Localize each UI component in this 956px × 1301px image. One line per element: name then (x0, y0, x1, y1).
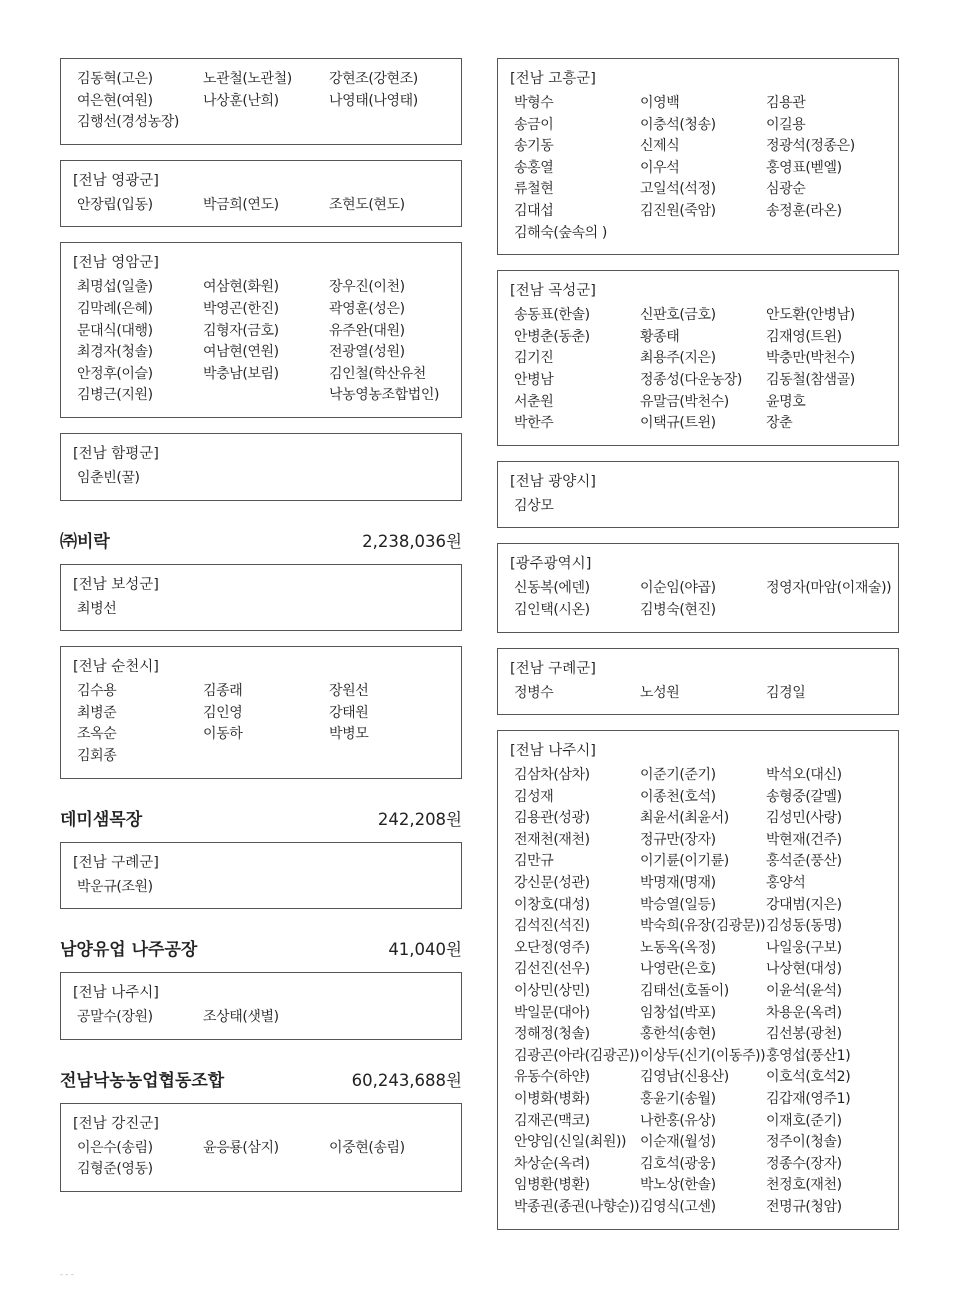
member-name: 김막례(은혜) (77, 300, 153, 317)
member-name: 유말금(박천수) (640, 393, 729, 410)
member-name: 이기륜(이기륜) (640, 853, 729, 870)
company-name: ㈜비락 (60, 531, 110, 552)
member-name: 송정훈(라온) (766, 202, 842, 219)
region-title: [전남 고흥군] (510, 71, 596, 87)
member-name: 김진원(죽암) (640, 202, 716, 219)
region-box (60, 242, 462, 418)
member-name: 심광순 (766, 181, 806, 198)
member-name: 김경일 (766, 684, 806, 701)
member-name: 김수용 (77, 683, 117, 700)
region-box (497, 270, 899, 446)
member-name: 신동복(에덴) (514, 580, 590, 597)
member-name: 김병숙(현진) (640, 601, 716, 618)
name-list (73, 1007, 449, 1029)
member-name: 낙농영농조합법인) (329, 387, 440, 404)
member-name: 김석진(석진) (514, 918, 590, 935)
member-name: 박한주 (514, 415, 554, 432)
member-name: 박충남(보림) (203, 365, 279, 382)
member-name: 이영백 (640, 95, 680, 111)
member-name: 이재호(준기) (766, 1112, 842, 1129)
member-name: 홍영표(벧엘) (766, 159, 842, 176)
member-name: 박노상(한솔) (640, 1177, 716, 1194)
name-list (510, 765, 886, 1218)
company-amount: 2,238,036원 (362, 531, 462, 551)
region-title: [전남 강진군] (73, 1115, 159, 1132)
region-box (60, 1103, 462, 1192)
member-name: 조옥순 (77, 726, 117, 743)
member-name: 이병화(병화) (514, 1091, 590, 1107)
region-title: [전남 영광군] (73, 172, 159, 189)
member-name: 송기동 (514, 138, 554, 155)
member-name: 김인영 (203, 704, 243, 721)
member-name: 안병춘(동춘) (514, 328, 590, 345)
member-name: 박운규(조원) (77, 878, 153, 895)
region-title: [광주광역시] (510, 556, 592, 573)
name-list (510, 578, 892, 621)
region-box (60, 433, 462, 501)
member-name: 김기진 (514, 350, 554, 367)
member-name: 송금이 (514, 116, 554, 133)
member-name: 임창섭(박포) (640, 1004, 716, 1021)
member-name: 공말수(장원) (77, 1009, 153, 1026)
region-title: [전남 영암군] (73, 255, 159, 272)
member-name: 박종권(종권(나향순)) (514, 1198, 640, 1215)
member-name: 김재곤(맥코) (514, 1112, 590, 1129)
member-name: 박현재(건주) (766, 831, 842, 848)
member-name: 이충석(청송) (640, 116, 716, 133)
member-name: 박명재(명재) (640, 875, 716, 892)
region-title: [전남 함평군] (73, 445, 159, 462)
member-name: 이은수(송림) (77, 1139, 153, 1156)
member-name: 여은현(여원) (77, 92, 153, 109)
member-name: 신제식 (640, 138, 680, 155)
member-name: 김인철(학산유천 (329, 365, 426, 382)
member-name: 윤응룡(삼지) (203, 1139, 279, 1156)
region-box (497, 648, 899, 716)
region-title: [전남 광양시] (510, 473, 596, 490)
member-name: 박충만(박천수) (766, 350, 855, 367)
member-name: 박숙희(유장(김광문)) (640, 918, 766, 935)
region-title: [전남 곡성군] (510, 283, 596, 300)
name-list (73, 277, 449, 407)
name-list (73, 468, 449, 490)
company-amount: 41,040원 (388, 940, 462, 960)
member-name: 김병근(지원) (77, 387, 153, 404)
member-name: 정종성(다운농장) (640, 371, 742, 388)
member-name: 김형자(금호) (203, 322, 279, 339)
member-name: 이상민(상민) (514, 983, 590, 1000)
member-name: 안도환(안병남) (766, 307, 855, 324)
member-name: 김영식(고센) (640, 1198, 716, 1215)
member-name: 김용관 (766, 95, 806, 111)
member-name: 김성민(사랑) (766, 810, 842, 827)
member-name: 나일웅(구보) (766, 939, 842, 956)
member-name: 강현조(강현조) (329, 71, 418, 87)
member-name: 조상태(샛별) (203, 1009, 279, 1026)
member-name: 임병환(병환) (514, 1177, 590, 1194)
member-name: 김만규 (514, 853, 554, 870)
member-name: 이종천(호석) (640, 788, 716, 805)
member-name: 김삼차(삼차) (514, 767, 590, 784)
member-name: 노관철(노관철) (203, 71, 292, 87)
member-name: 안장립(입동) (77, 196, 153, 213)
company-name: 데미샘목장 (60, 809, 143, 830)
member-name: 홍양석 (766, 875, 806, 892)
member-name: 여삼현(화원) (203, 279, 279, 296)
member-name: 박일문(대아) (514, 1004, 590, 1021)
company-amount: 242,208원 (377, 809, 462, 829)
member-name: 송형중(갈멜) (766, 788, 842, 805)
name-list (73, 69, 449, 134)
member-name: 이순재(월성) (640, 1134, 716, 1151)
region-box (497, 461, 899, 529)
name-list (73, 1138, 449, 1181)
member-name: 유동수(하얀) (514, 1069, 590, 1086)
member-name: 나상훈(난희) (203, 92, 279, 109)
member-name: 박병모 (329, 726, 369, 743)
member-name: 박석오(대신) (766, 767, 842, 784)
member-name: 정병수 (514, 684, 554, 701)
member-name: 오단정(영주) (514, 939, 590, 956)
name-list (73, 195, 449, 217)
member-name: 김태선(호돌이) (640, 983, 729, 1000)
member-name: 이상두(신기(이동주)) (640, 1047, 766, 1064)
member-name: 신판호(금호) (640, 307, 716, 324)
company-heading (60, 1066, 462, 1091)
region-box (497, 543, 899, 632)
member-name: 나영태(나영태) (329, 92, 418, 109)
member-name: 정해정(청솔) (514, 1026, 590, 1043)
name-list (510, 305, 886, 435)
member-name: 정영자(마암(이재술)) (766, 580, 892, 597)
member-name: 강대범(지은) (766, 896, 842, 913)
page-footer-mark: - - - (60, 1270, 74, 1279)
member-name: 서춘원 (514, 393, 554, 410)
name-list (510, 496, 886, 518)
member-name: 안병남 (514, 371, 554, 388)
member-name: 윤명호 (766, 393, 806, 410)
member-name: 장우진(이천) (329, 279, 405, 296)
member-name: 최경자(청솔) (77, 344, 153, 361)
member-name: 김선봉(광천) (766, 1026, 842, 1043)
member-name: 최명섭(일출) (77, 279, 153, 296)
member-name: 김영남(신용산) (640, 1069, 729, 1086)
name-list (510, 683, 886, 705)
region-box (60, 58, 462, 145)
member-name: 홍한석(송현) (640, 1026, 716, 1043)
member-name: 전광열(성원) (329, 344, 405, 361)
region-title: [전남 나주시] (73, 985, 159, 1002)
member-name: 이길용 (766, 116, 806, 133)
region-box (497, 58, 899, 255)
member-name: 송동표(한솔) (514, 307, 590, 324)
member-name: 유주완(대원) (329, 322, 405, 339)
member-name: 정광석(정종은) (766, 138, 855, 155)
member-name: 김성재 (514, 788, 554, 805)
member-name: 전재천(재천) (514, 831, 590, 848)
member-name: 문대식(대행) (77, 322, 153, 339)
region-title: [전남 보성군] (73, 576, 159, 593)
member-name (203, 385, 329, 407)
member-name: 나한홍(유상) (640, 1112, 716, 1129)
company-name: 남양유업 나주공장 (60, 940, 198, 961)
member-name: 최용주(지은) (640, 350, 716, 367)
member-name: 강신문(성관) (514, 875, 590, 892)
member-name: 김형준(영동) (77, 1161, 153, 1178)
member-name: 천정호(재천) (766, 1177, 842, 1194)
name-list (73, 681, 449, 767)
member-name: 정종수(장자) (766, 1155, 842, 1172)
member-name: 김동철(참샘골) (766, 371, 855, 388)
member-name: 이윤석(윤석) (766, 983, 842, 1000)
member-name: 류철현 (514, 181, 554, 198)
member-name: 김재영(트윈) (766, 328, 842, 345)
region-box (60, 564, 462, 632)
region-box (60, 646, 462, 778)
member-name: 김호석(광웅) (640, 1155, 716, 1172)
region-box (60, 842, 462, 910)
region-title: [전남 구례군] (510, 660, 596, 677)
member-name: 김선진(선우) (514, 961, 590, 978)
member-name: 이중현(송림) (329, 1139, 405, 1156)
member-name: 장원선 (329, 683, 369, 700)
left-column (60, 58, 462, 1207)
member-name: 박영곤(한진) (203, 300, 279, 317)
region-box (60, 972, 462, 1040)
region-title: [전남 나주시] (510, 743, 596, 760)
member-name: 노성원 (640, 684, 680, 701)
member-name: 이우석 (640, 159, 680, 176)
member-name: 이택규(트윈) (640, 415, 716, 432)
member-name: 김성동(동명) (766, 918, 842, 935)
member-name: 이창호(대성) (514, 896, 590, 913)
member-name: 최윤서(최윤서) (640, 810, 729, 827)
member-name: 김광곤(아라(김광곤)) (514, 1047, 640, 1064)
member-name: 황종태 (640, 328, 680, 345)
member-name: 나상현(대성) (766, 961, 842, 978)
member-name: 김동혁(고은) (77, 71, 153, 87)
member-name: 임춘빈(꿀) (77, 469, 140, 486)
company-name: 전남낙농농업협동조합 (60, 1070, 225, 1091)
member-name: 최병선 (77, 600, 117, 617)
name-list (73, 599, 449, 621)
member-name: 송홍열 (514, 159, 554, 176)
member-name: 박형수 (514, 95, 554, 111)
member-name: 여남현(연원) (203, 344, 279, 361)
member-name: 정주이(청솔) (766, 1134, 842, 1151)
member-name: 김회종 (77, 747, 117, 764)
member-name: 곽영훈(성은) (329, 300, 405, 317)
region-title: [전남 구례군] (73, 854, 159, 871)
member-name: 김해숙(숲속의 ) (514, 224, 607, 241)
member-name: 김인택(시온) (514, 601, 590, 618)
member-name: 홍영섭(풍산1) (766, 1047, 851, 1064)
member-name: 김갑재(영주1) (766, 1091, 851, 1107)
member-name: 전명규(청암) (766, 1198, 842, 1215)
member-name: 노동옥(옥정) (640, 939, 716, 956)
member-name: 안양임(신일(최원)) (514, 1134, 627, 1151)
company-heading (60, 805, 462, 830)
member-name: 차상순(옥려) (514, 1155, 590, 1172)
member-name: 김용관(성광) (514, 810, 590, 827)
member-name: 홍석준(풍산) (766, 853, 842, 870)
member-name: 이준기(준기) (640, 767, 716, 784)
member-name: 이동하 (203, 726, 243, 743)
company-amount: 60,243,688원 (351, 1070, 462, 1090)
member-name: 이호석(호석2) (766, 1069, 851, 1086)
member-name: 김종래 (203, 683, 243, 700)
member-name: 박금희(연도) (203, 196, 279, 213)
member-name: 안정후(이슬) (77, 365, 153, 382)
member-name: 나영란(은호) (640, 961, 716, 978)
member-name: 장춘 (766, 415, 793, 432)
member-name: 이순임(야곱) (640, 580, 716, 597)
member-name: 차용운(옥려) (766, 1004, 842, 1021)
member-name: 김상모 (514, 497, 554, 514)
region-box (60, 160, 462, 228)
member-name: 홍윤기(송월) (640, 1091, 716, 1107)
member-name: 김행선(경성농장) (77, 114, 179, 131)
company-heading (60, 935, 462, 960)
region-box (497, 730, 899, 1229)
member-name: 강태원 (329, 704, 369, 721)
region-title: [전남 순천시] (73, 659, 159, 676)
member-name: 김대섭 (514, 202, 554, 219)
member-name: 최병준 (77, 704, 117, 721)
member-name: 조현도(현도) (329, 196, 405, 213)
name-list (510, 93, 886, 244)
member-name: 박승열(일등) (640, 896, 716, 913)
company-heading (60, 527, 462, 552)
member-name: 정규만(장자) (640, 831, 716, 848)
name-list (73, 877, 449, 899)
right-column (497, 58, 899, 1245)
member-name: 고일석(석정) (640, 181, 716, 198)
